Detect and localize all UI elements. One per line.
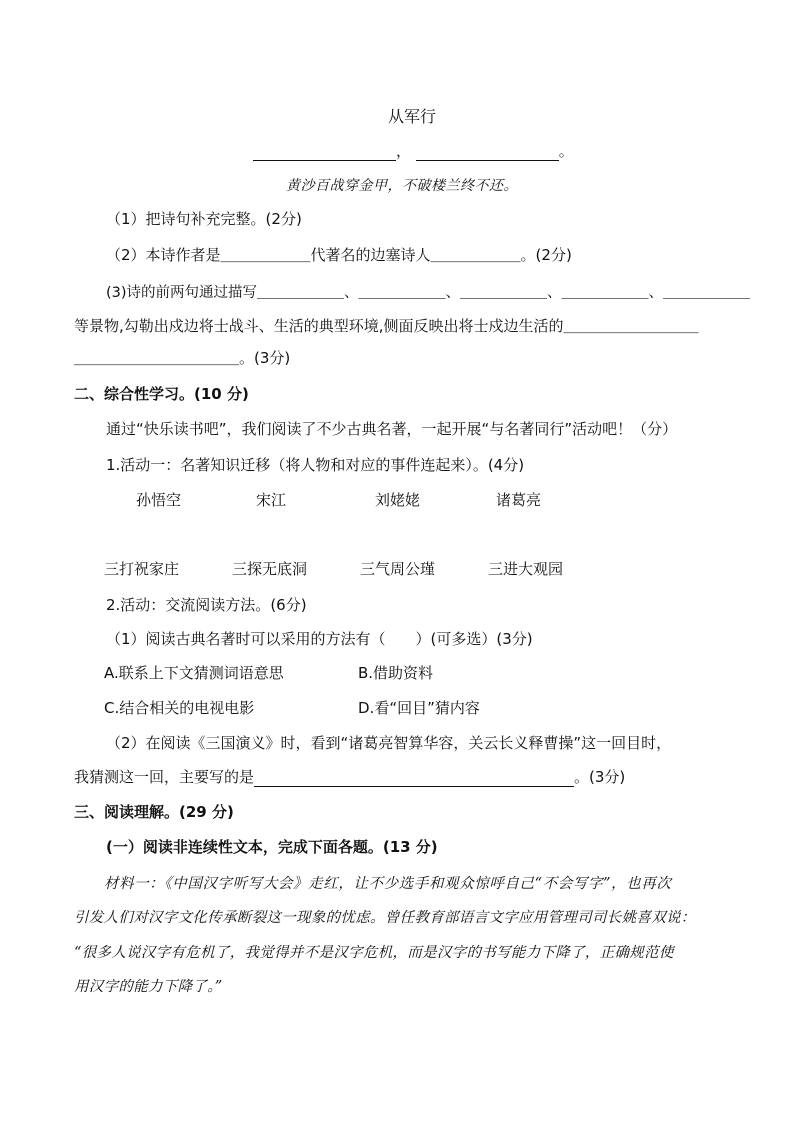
poem-question-2: （2）本诗作者是＿＿＿＿＿＿代著名的边塞诗人＿＿＿＿＿＿。(2分) xyxy=(106,246,572,264)
event-zhou-gongjin[interactable]: 三气周公瑾 xyxy=(360,560,436,578)
character-song-jiang[interactable]: 宋江 xyxy=(256,491,287,509)
event-daguanyuan[interactable]: 三进大观园 xyxy=(488,560,564,578)
poem-blank-end: 。 xyxy=(558,142,574,160)
poem-blank-sep: ， xyxy=(396,142,412,160)
event-wudidong[interactable]: 三探无底洞 xyxy=(232,560,308,578)
section-2-intro: 通过“快乐读书吧”，我们阅读了不少古典名著，一起开展“与名著同行”活动吧！（分） xyxy=(106,420,678,438)
section-3-heading: 三、阅读理解。(29 分) xyxy=(74,803,234,821)
activity-2-question-2-line-1: （2）在阅读《三国演义》时，看到“诸葛亮智算华容，关云长义释曹操”这一回目时， xyxy=(106,734,672,752)
option-c[interactable]: C.结合相关的电视电影 xyxy=(104,699,255,717)
poem-line-2: 黄沙百战穿金甲，不破楼兰终不还。 xyxy=(286,178,518,194)
question-2-prefix: 我猜测这一回，主要写的是 xyxy=(74,768,255,786)
poem-title: 从军行 xyxy=(388,107,437,126)
option-b[interactable]: B.借助资料 xyxy=(358,664,434,682)
activity-2-question-2-line-2 xyxy=(74,766,625,787)
option-d[interactable]: D.看“回目”猜内容 xyxy=(358,699,480,717)
character-zhuge-liang[interactable]: 诸葛亮 xyxy=(496,491,542,509)
character-liu-laolao[interactable]: 刘姥姥 xyxy=(375,491,421,509)
section-2-heading: 二、综合性学习。(10 分) xyxy=(74,385,249,403)
poem-question-3-line-2: 等景物,勾勒出戍边将士战斗、生活的典型环境,侧面反映出将士戍边生活的＿＿＿＿＿＿＿＿＿ xyxy=(74,317,699,335)
activity-1-title: 1.活动一：名著知识迁移（将人物和对应的事件连起来）。(4分) xyxy=(106,456,525,474)
poem-blank-2[interactable] xyxy=(416,146,559,161)
poem-question-3-line-3: ＿＿＿＿＿＿＿＿＿＿＿。(3分) xyxy=(74,349,291,367)
activity-2-question-1: （1）阅读古典名著时可以采用的方法有（ ）(可多选）(3分) xyxy=(106,630,533,648)
poem-question-3-line-1: (3)诗的前两句通过描写＿＿＿＿＿＿、＿＿＿＿＿＿、＿＿＿＿＿＿、＿＿＿＿＿＿、＿＿＿＿＿＿ xyxy=(106,285,751,301)
activity-2-title: 2.活动：交流阅读方法。(6分) xyxy=(106,596,307,614)
option-a[interactable]: A.联系上下文猜测词语意思 xyxy=(104,664,284,682)
answer-blank-line[interactable] xyxy=(254,772,574,787)
material-1-line-3: “很多人说汉字有危机了，我觉得并不是汉字危机，而是汉字的书写能力下降了，正确规范使 xyxy=(74,945,674,961)
material-1-line-4: 用汉字的能力下降了。” xyxy=(74,979,223,995)
poem-blank-line xyxy=(253,140,574,161)
poem-question-1: （1）把诗句补充完整。(2分) xyxy=(106,210,302,228)
question-2-suffix: 。(3分) xyxy=(574,768,626,786)
poem-blank-1[interactable] xyxy=(253,146,396,161)
character-sun-wukong[interactable]: 孙悟空 xyxy=(136,491,182,509)
material-1-line-1: 材料一：《中国汉字听写大会》走红，让不少选手和观众惊呼自己“不会写字”，也再次 xyxy=(104,876,672,892)
event-zhujiazhuang[interactable]: 三打祝家庄 xyxy=(104,560,180,578)
material-1-line-2: 引发人们对汉字文化传承断裂这一现象的忧虑。曾任教育部语言文字应用管理司司长姚喜双说： xyxy=(74,910,696,926)
section-3-sub-heading: (一）阅读非连续性文本，完成下面各题。(13 分) xyxy=(106,838,438,856)
